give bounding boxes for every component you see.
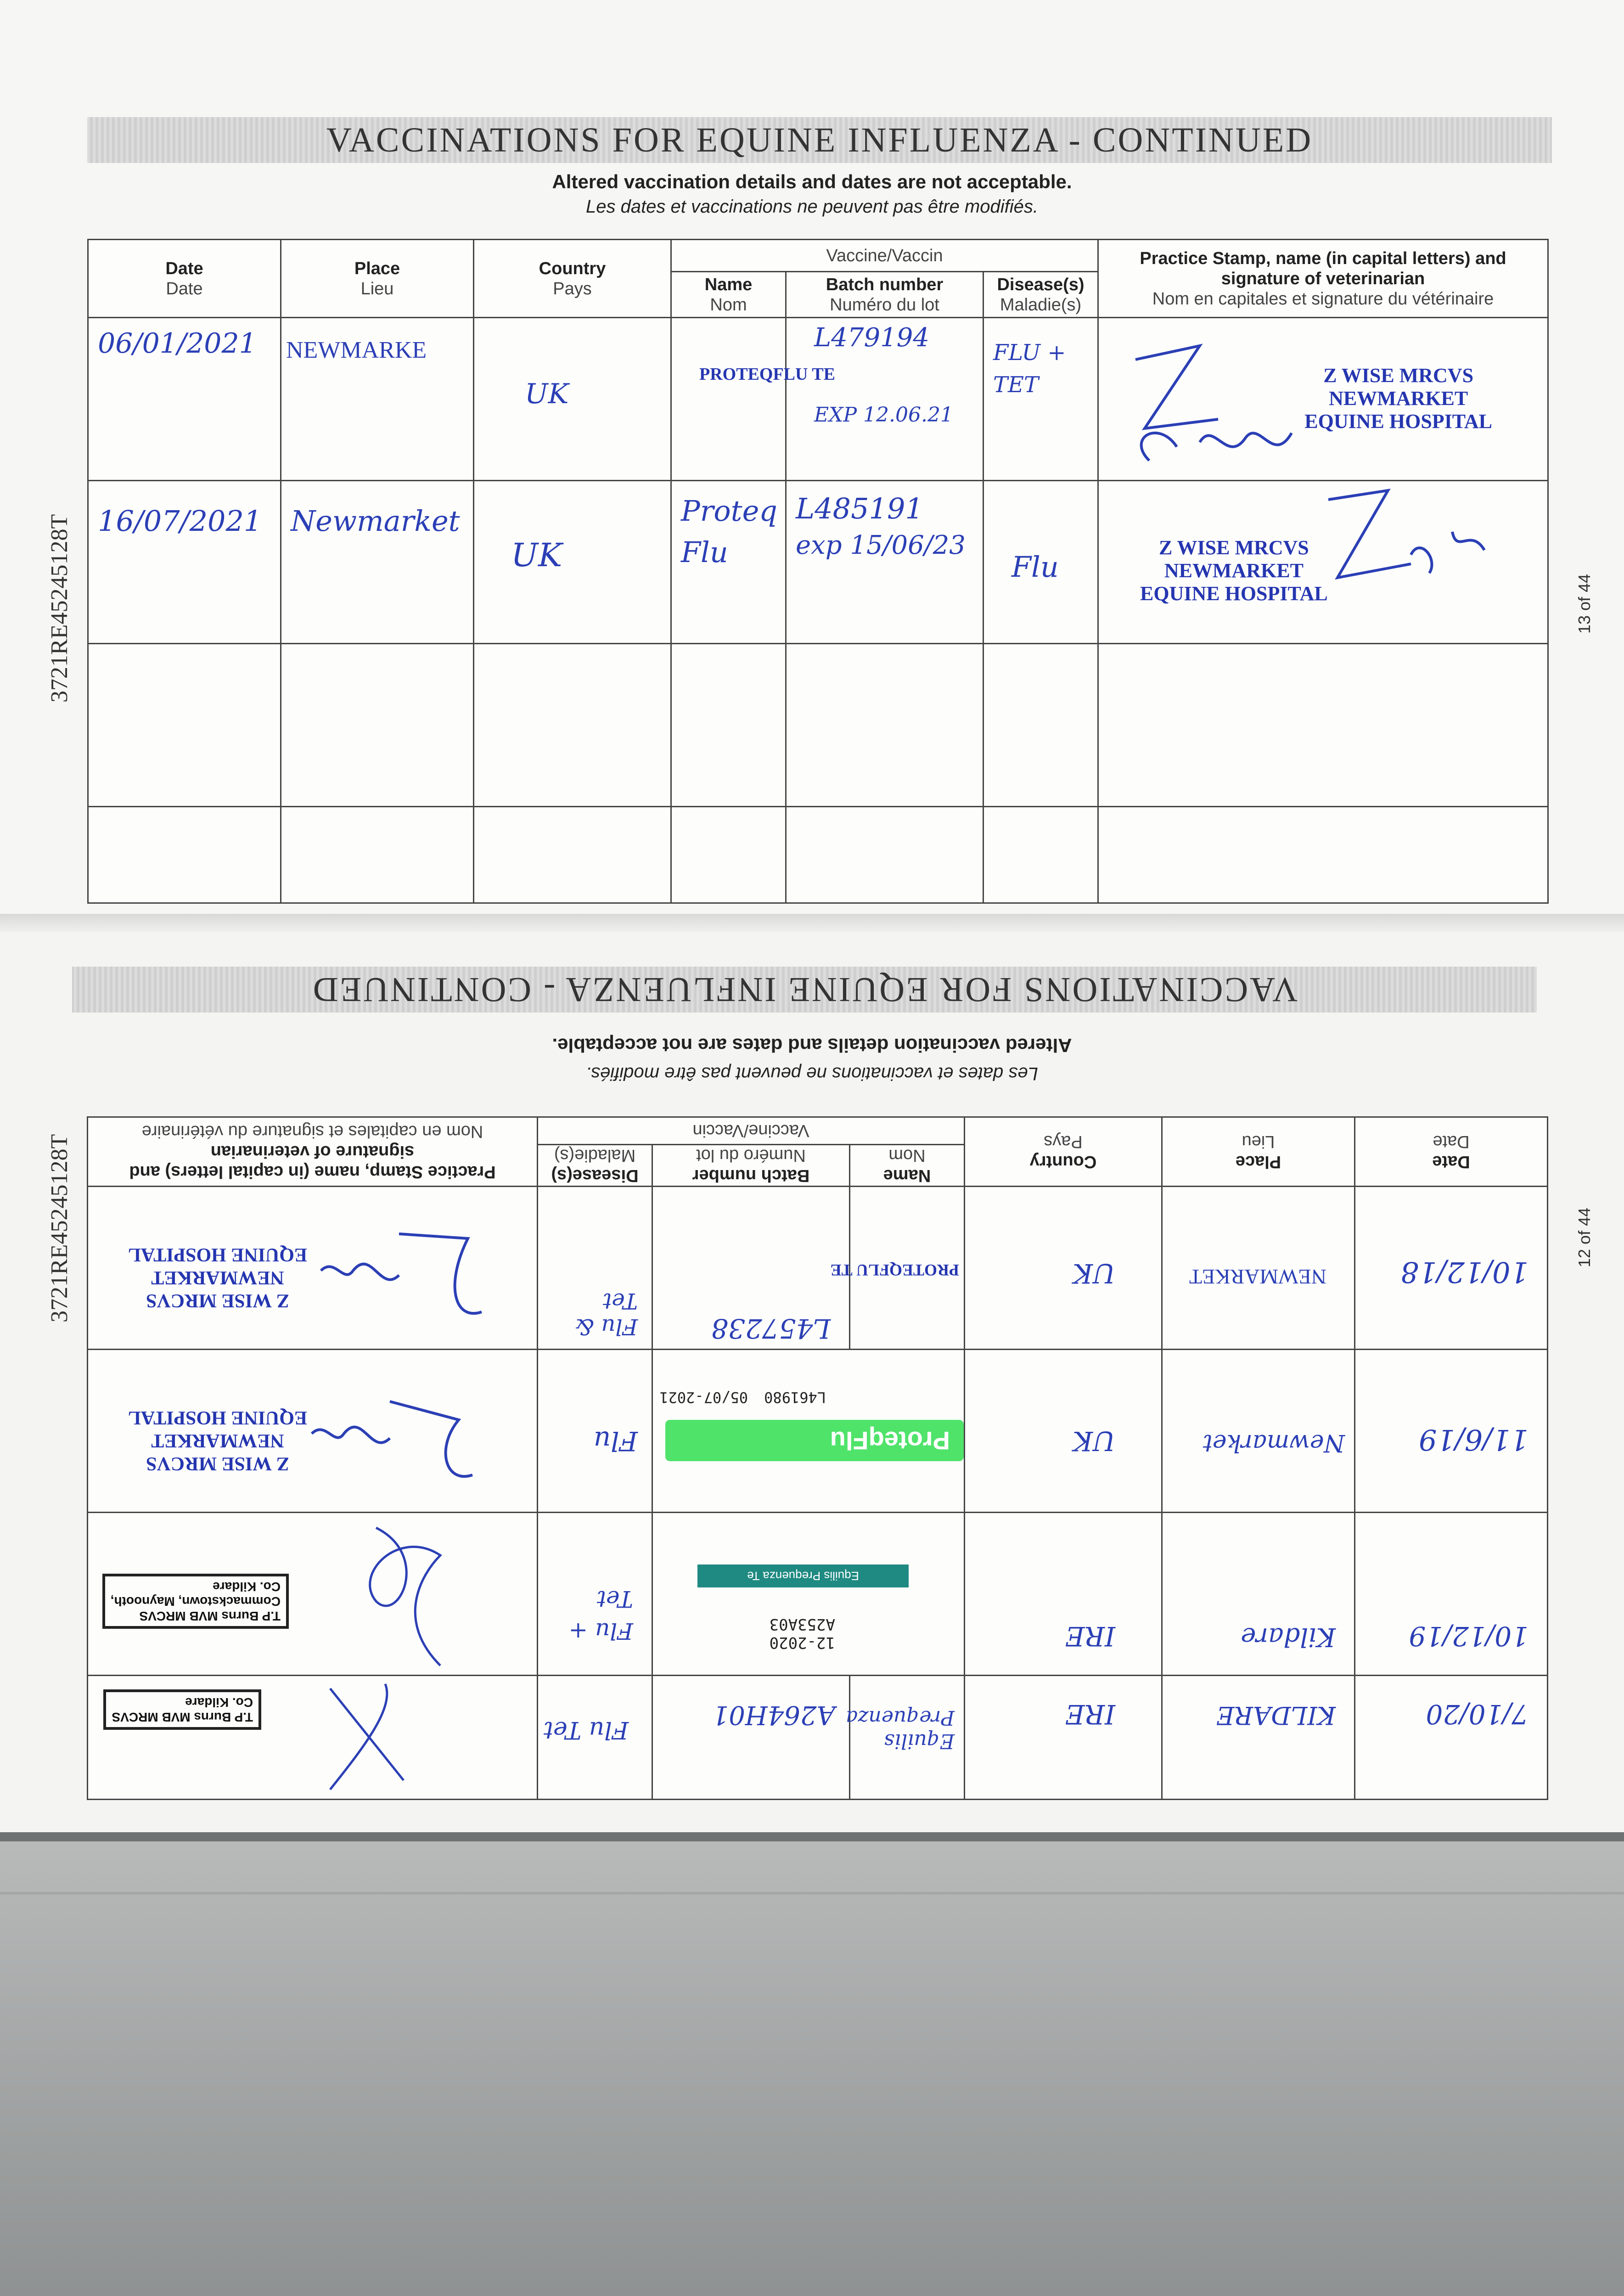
table-row (88, 481, 1548, 644)
table-row-empty (88, 644, 1548, 807)
entry-disease: Flu (1011, 550, 1059, 584)
vet-signature (1108, 327, 1301, 465)
table-row (88, 318, 1548, 481)
notice-fr: Les dates et vaccinations ne peuvent pas être modifiés. (585, 197, 1039, 217)
header-name: Name Nom (671, 272, 786, 318)
vaccine-label-sticker: ProteqFlu (665, 1420, 964, 1461)
entry-place: NEWMARKET (1189, 1265, 1326, 1289)
practice-stamp: Z WISE MRCVS NEWMARKET EQUINE HOSPITAL (128, 1407, 307, 1474)
entry-date: 10/12/18 (1400, 1255, 1528, 1289)
header-vaccine: Vaccine/Vaccin (671, 240, 1098, 272)
vet-signature (307, 1365, 509, 1503)
entry-disease: Flu + Tet (568, 1586, 633, 1644)
entry-place: Newmarket (291, 504, 460, 538)
entry-date: 7/10/20 (1426, 1699, 1528, 1730)
side-id-bottom: 3721RE45245128T (46, 1134, 73, 1322)
entry-batch: L479194 (814, 323, 929, 353)
notice-en: Altered vaccination details and dates are not acceptable. (552, 171, 1072, 192)
vet-signature (303, 1679, 422, 1799)
table-row (88, 1350, 1548, 1513)
header-date: Date Date (88, 240, 281, 318)
header-batch: Batch number Numéro du lot (786, 272, 983, 318)
header-place: Place Lieu (1162, 1117, 1355, 1187)
header-country: Country Pays (965, 1117, 1162, 1187)
entry-date: 10/12/19 (1409, 1621, 1528, 1652)
vaccination-table-top (87, 239, 1549, 904)
entry-date: 11/6/19 (1418, 1423, 1528, 1457)
entry-country: IRE (1065, 1699, 1115, 1730)
entry-batch: A253A03 (769, 1615, 835, 1633)
entry-place: NEWMARKE (286, 337, 427, 363)
header-batch: Batch number Numéro du lot (652, 1145, 850, 1187)
side-id-top: 3721RE45245128T (46, 514, 73, 703)
entry-vaccine-name: Equilis Prequenza (846, 1706, 955, 1753)
table-header-row (88, 1145, 1548, 1187)
entry-country: UK (1073, 1258, 1115, 1289)
header-country: Country Pays (474, 240, 671, 318)
entry-vaccine-name: Proteq Flu (681, 494, 777, 569)
vet-signature (316, 1202, 518, 1339)
header-stamp: Practice Stamp, name (in capital letters) and signature of veterinarian Nom en capitales et signature du vétérinaire (88, 1117, 538, 1187)
vaccine-label-sticker: Equilis Prequenza Te (697, 1564, 909, 1587)
entry-expiry: 05/07-2021 (659, 1389, 748, 1406)
practice-stamp: T.P Burns MVB MRCVS Co. Kildare (103, 1689, 261, 1730)
practice-stamp: T.P Burns MVB MRCVS Commackstown, Maynooth, Co. Kildare (102, 1574, 289, 1629)
notice-en-inverted: Altered vaccination details and dates are not acceptable. (552, 1035, 1072, 1056)
entry-date: 06/01/2021 (98, 327, 257, 360)
entry-place: Kildare (1241, 1622, 1336, 1652)
entry-country: UK (511, 536, 562, 574)
entry-place: KILDARE (1216, 1701, 1336, 1730)
entry-date: 16/07/2021 (98, 504, 262, 538)
table-row (88, 1513, 1548, 1676)
practice-stamp: Z WISE MRCVS NEWMARKET EQUINE HOSPITAL (1140, 536, 1328, 605)
entry-batch: L457238 (711, 1313, 831, 1344)
lower-page-content (0, 932, 1624, 1753)
header-stamp: Practice Stamp, name (in capital letters) and signature of veterinarian Nom en capitales et signature du vétérinaire (1098, 240, 1548, 318)
header-name: Name Nom (850, 1145, 965, 1187)
entry-disease: Flu Tet (543, 1716, 629, 1744)
table-row (88, 1187, 1548, 1350)
scanner-background (0, 1832, 1624, 2296)
page-title-inverted: VACCINATIONS FOR EQUINE INFLUENZA - CONTINUED (72, 967, 1537, 1013)
header-place: Place Lieu (281, 240, 474, 318)
notice-fr-inverted: Les dates et vaccinations ne peuvent pas être modifiés. (585, 1064, 1039, 1084)
header-date: Date Date (1355, 1117, 1548, 1187)
entry-batch: A264H01 (712, 1700, 835, 1730)
entry-expiry: 12-2020 (769, 1633, 835, 1652)
entry-batch: L485191 (796, 492, 923, 525)
entry-disease: FLU + TET (993, 340, 1066, 398)
header-disease: Disease(s) Maladie(s) (538, 1145, 652, 1187)
header-vaccine: Vaccine/Vaccin (538, 1117, 965, 1145)
entry-country: IRE (1065, 1621, 1115, 1652)
practice-stamp: Z WISE MRCVS NEWMARKET EQUINE HOSPITAL (1304, 364, 1493, 433)
entry-place: Newmarket (1203, 1429, 1345, 1457)
page-title: VACCINATIONS FOR EQUINE INFLUENZA - CONTINUED (87, 117, 1552, 163)
entry-disease: Flu (593, 1425, 638, 1457)
entry-batch: L461980 (764, 1389, 826, 1406)
entry-vaccine-name: PROTEQFLU TE (830, 1261, 959, 1279)
vet-signature (330, 1519, 468, 1675)
page-number-bottom: 12 of 44 (1575, 1207, 1594, 1267)
practice-stamp: Z WISE MRCVS NEWMARKET EQUINE HOSPITAL (128, 1244, 307, 1311)
entry-country: UK (1073, 1425, 1115, 1457)
entry-expiry: EXP 12.06.21 (814, 403, 953, 427)
table-row (88, 1676, 1548, 1800)
page-number-top: 13 of 44 (1575, 574, 1594, 634)
table-row-empty (88, 807, 1548, 903)
entry-expiry: exp 15/06/23 (796, 530, 966, 560)
page-gutter (0, 914, 1624, 932)
vaccination-table-bottom (87, 1116, 1548, 1800)
entry-vaccine-name: PROTEQFLU TE (699, 365, 835, 384)
entry-country: UK (525, 378, 569, 410)
entry-disease: Flu & Tet (574, 1288, 638, 1339)
header-disease: Disease(s) Maladie(s) (983, 272, 1098, 318)
